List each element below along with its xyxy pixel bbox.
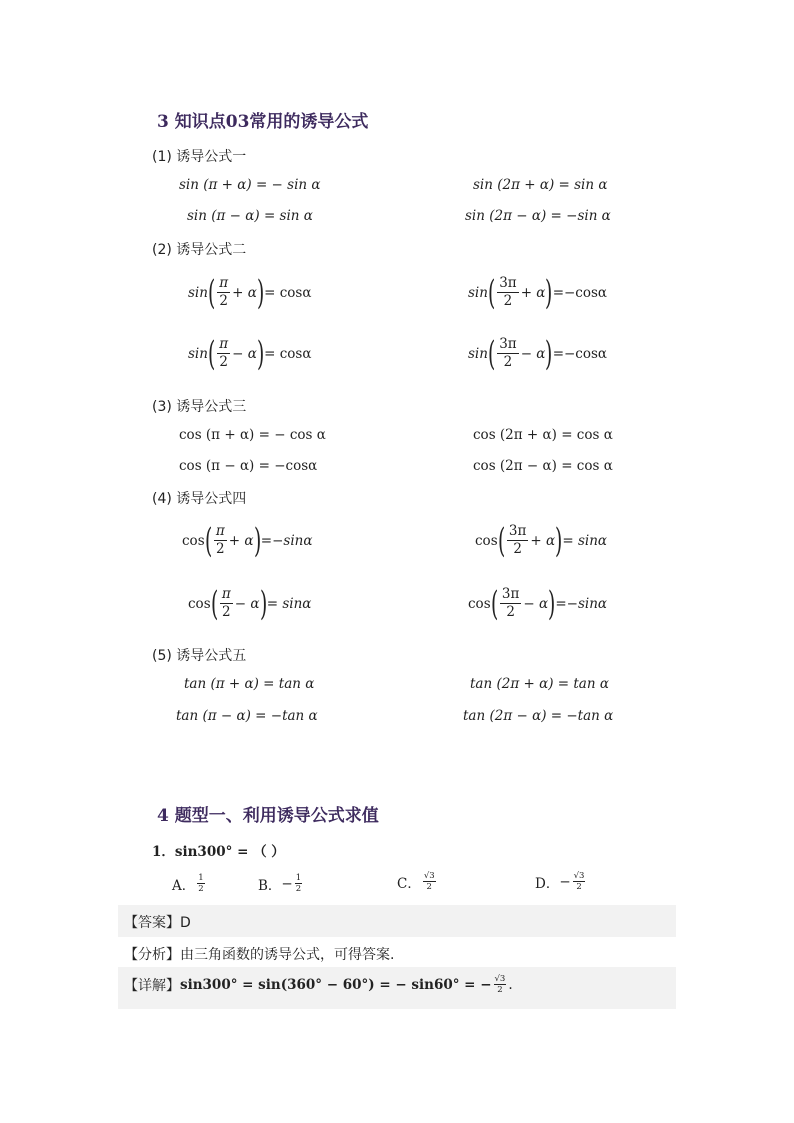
group-label-3: (3) 诱导公式三: [152, 399, 247, 415]
formula-g4-2-right: cos ( $\frac{3\pi}{2}$ − α ) =−sinα: [468, 583, 608, 624]
formula-g5-2-right: tan (2π − α) = −tan α: [463, 708, 614, 724]
detail-line: 【详解】 sin300° = sin(360° − 60°) = − sin60° = − $\frac{√3}{2}$ .: [124, 974, 513, 995]
option-b: B． − $\frac{1}{2}$: [258, 873, 302, 894]
formula-g2-2-right: sin ( $\frac{3\pi}{2}$ − α ) =−cosα: [468, 333, 608, 374]
answer-box: [118, 905, 676, 937]
formula-g3-1-left: cos (π + α) = − cos α: [179, 427, 326, 443]
formula-g3-1-right: cos (2π + α) = cos α: [473, 427, 613, 443]
question-1: 1．sin300° = （ ）: [152, 844, 285, 860]
group-label-1: (1) 诱导公式一: [152, 149, 247, 165]
formula-g4-2-left: cos ( $\frac{\pi}{2}$ − α ) = sinα: [188, 583, 312, 624]
formula-g4-1-right: cos ( $\frac{3\pi}{2}$ + α ) = sinα: [475, 520, 608, 561]
formula-g1-2-left: sin (π − α) = sin α: [187, 208, 313, 224]
formula-g2-1-right: sin ( $\frac{3\pi}{2}$ + α ) =−cosα: [468, 272, 608, 313]
section-title-3: 3 知识点03常用的诱导公式: [157, 112, 369, 132]
answer-line: 【答案】D: [124, 915, 191, 931]
formula-g3-2-left: cos (π − α) = −cosα: [179, 458, 318, 474]
formula-g3-2-right: cos (2π − α) = cos α: [473, 458, 613, 474]
group-label-4: (4) 诱导公式四: [152, 491, 247, 507]
option-c: C． $\frac{√3}{2}$: [397, 871, 435, 892]
formula-g5-1-left: tan (π + α) = tan α: [184, 676, 315, 692]
formula-g5-1-right: tan (2π + α) = tan α: [470, 676, 609, 692]
formula-g2-2-left: sin ( $\frac{\pi}{2}$ − α ) = cosα: [188, 333, 312, 374]
group-label-2: (2) 诱导公式二: [152, 242, 247, 258]
option-d: D． − $\frac{√3}{2}$: [535, 871, 585, 892]
section-title-4: 4 题型一、利用诱导公式求值: [157, 806, 379, 826]
analysis-line: 【分析】由三角函数的诱导公式，可得答案.: [124, 947, 395, 963]
formula-g2-1-left: sin ( $\frac{\pi}{2}$ + α ) = cosα: [188, 272, 312, 313]
group-label-5: (5) 诱导公式五: [152, 648, 247, 664]
formula-g1-2-right: sin (2π − α) = −sin α: [465, 208, 611, 224]
formula-g4-1-left: cos ( $\frac{\pi}{2}$ + α ) =−sinα: [182, 520, 313, 561]
formula-g1-1-right: sin (2π + α) = sin α: [473, 177, 608, 193]
formula-g1-1-left: sin (π + α) = − sin α: [179, 177, 321, 193]
formula-g5-2-left: tan (π − α) = −tan α: [176, 708, 318, 724]
option-a: A． $\frac{1}{2}$: [172, 873, 204, 894]
